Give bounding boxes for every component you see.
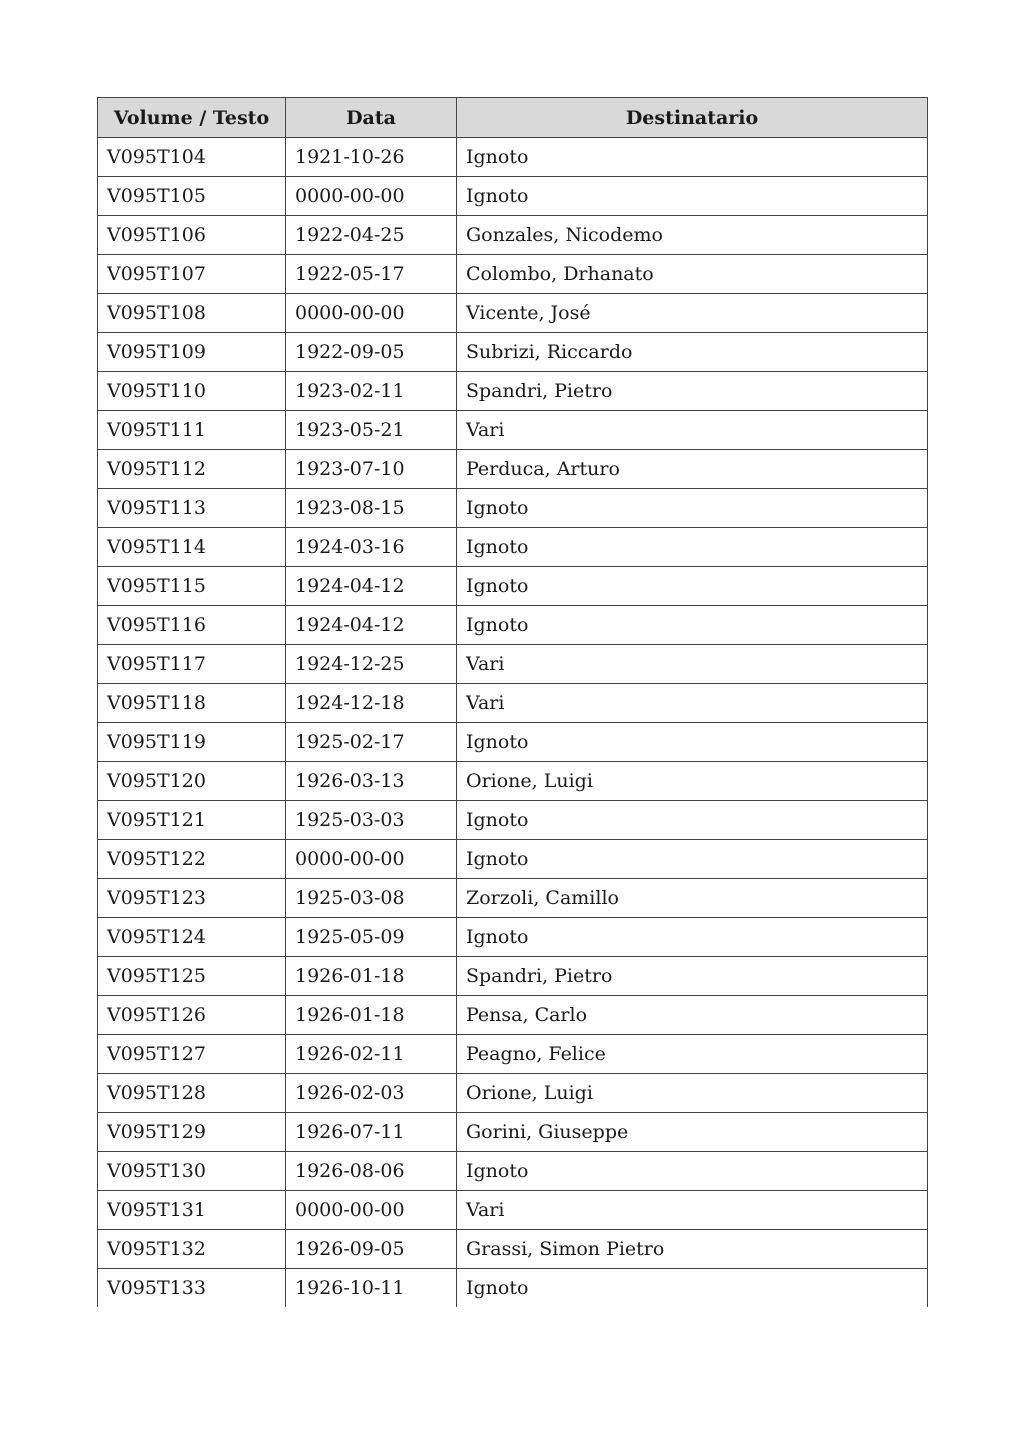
cell-data: 1925-03-03 bbox=[286, 801, 457, 840]
cell-volume-testo: V095T131 bbox=[98, 1191, 286, 1230]
cell-volume-testo: V095T113 bbox=[98, 489, 286, 528]
cell-volume-testo: V095T105 bbox=[98, 177, 286, 216]
column-header-data: Data bbox=[286, 98, 457, 138]
cell-data: 1924-12-18 bbox=[286, 684, 457, 723]
cell-data: 1925-03-08 bbox=[286, 879, 457, 918]
cell-data: 1922-05-17 bbox=[286, 255, 457, 294]
cell-data: 1926-03-13 bbox=[286, 762, 457, 801]
cell-data: 1922-04-25 bbox=[286, 216, 457, 255]
cell-destinatario: Ignoto bbox=[457, 528, 928, 567]
cell-destinatario: Grassi, Simon Pietro bbox=[457, 1230, 928, 1269]
cell-data: 1926-02-11 bbox=[286, 1035, 457, 1074]
cell-data: 0000-00-00 bbox=[286, 840, 457, 879]
table-row bbox=[98, 1074, 928, 1113]
cell-destinatario: Ignoto bbox=[457, 918, 928, 957]
cell-data: 1925-02-17 bbox=[286, 723, 457, 762]
table-row bbox=[98, 645, 928, 684]
table-row bbox=[98, 333, 928, 372]
table-row bbox=[98, 879, 928, 918]
cell-destinatario: Zorzoli, Camillo bbox=[457, 879, 928, 918]
cell-destinatario: Gorini, Giuseppe bbox=[457, 1113, 928, 1152]
cell-destinatario: Subrizi, Riccardo bbox=[457, 333, 928, 372]
cell-volume-testo: V095T117 bbox=[98, 645, 286, 684]
cell-volume-testo: V095T130 bbox=[98, 1152, 286, 1191]
column-header-volume-testo: Volume / Testo bbox=[98, 98, 286, 138]
table-row bbox=[98, 489, 928, 528]
cell-volume-testo: V095T106 bbox=[98, 216, 286, 255]
table-row bbox=[98, 1191, 928, 1230]
table-row bbox=[98, 684, 928, 723]
table-row bbox=[98, 255, 928, 294]
table-row bbox=[98, 216, 928, 255]
cell-volume-testo: V095T132 bbox=[98, 1230, 286, 1269]
cell-destinatario: Vari bbox=[457, 1191, 928, 1230]
cell-destinatario: Orione, Luigi bbox=[457, 1074, 928, 1113]
cell-data: 1923-07-10 bbox=[286, 450, 457, 489]
table-row bbox=[98, 918, 928, 957]
cell-data: 1926-02-03 bbox=[286, 1074, 457, 1113]
cell-volume-testo: V095T108 bbox=[98, 294, 286, 333]
document-page bbox=[97, 97, 927, 1307]
cell-volume-testo: V095T124 bbox=[98, 918, 286, 957]
cell-destinatario: Vari bbox=[457, 411, 928, 450]
cell-volume-testo: V095T125 bbox=[98, 957, 286, 996]
cell-volume-testo: V095T111 bbox=[98, 411, 286, 450]
cell-destinatario: Ignoto bbox=[457, 840, 928, 879]
table-row bbox=[98, 957, 928, 996]
table-row bbox=[98, 1230, 928, 1269]
cell-volume-testo: V095T122 bbox=[98, 840, 286, 879]
table-header-row bbox=[98, 98, 928, 138]
cell-volume-testo: V095T115 bbox=[98, 567, 286, 606]
cell-destinatario: Orione, Luigi bbox=[457, 762, 928, 801]
cell-destinatario: Vari bbox=[457, 645, 928, 684]
table-row bbox=[98, 723, 928, 762]
cell-volume-testo: V095T133 bbox=[98, 1269, 286, 1308]
table-row bbox=[98, 1269, 928, 1308]
cell-destinatario: Gonzales, Nicodemo bbox=[457, 216, 928, 255]
cell-data: 1923-02-11 bbox=[286, 372, 457, 411]
table-row bbox=[98, 1035, 928, 1074]
table-row bbox=[98, 372, 928, 411]
cell-data: 1922-09-05 bbox=[286, 333, 457, 372]
cell-data: 1923-05-21 bbox=[286, 411, 457, 450]
cell-data: 0000-00-00 bbox=[286, 1191, 457, 1230]
cell-destinatario: Vari bbox=[457, 684, 928, 723]
cell-volume-testo: V095T107 bbox=[98, 255, 286, 294]
cell-data: 1924-03-16 bbox=[286, 528, 457, 567]
cell-volume-testo: V095T127 bbox=[98, 1035, 286, 1074]
cell-volume-testo: V095T121 bbox=[98, 801, 286, 840]
cell-data: 1926-08-06 bbox=[286, 1152, 457, 1191]
cell-data: 1926-01-18 bbox=[286, 957, 457, 996]
cell-volume-testo: V095T104 bbox=[98, 138, 286, 177]
cell-volume-testo: V095T126 bbox=[98, 996, 286, 1035]
column-header-destinatario: Destinatario bbox=[457, 98, 928, 138]
table-row bbox=[98, 450, 928, 489]
cell-destinatario: Ignoto bbox=[457, 1269, 928, 1308]
cell-volume-testo: V095T129 bbox=[98, 1113, 286, 1152]
cell-data: 0000-00-00 bbox=[286, 177, 457, 216]
cell-destinatario: Ignoto bbox=[457, 801, 928, 840]
cell-volume-testo: V095T110 bbox=[98, 372, 286, 411]
cell-data: 0000-00-00 bbox=[286, 294, 457, 333]
table-row bbox=[98, 294, 928, 333]
cell-volume-testo: V095T120 bbox=[98, 762, 286, 801]
table-body bbox=[98, 138, 928, 1308]
cell-volume-testo: V095T123 bbox=[98, 879, 286, 918]
cell-destinatario: Spandri, Pietro bbox=[457, 372, 928, 411]
table-row bbox=[98, 567, 928, 606]
table-row bbox=[98, 528, 928, 567]
table-row bbox=[98, 840, 928, 879]
table-row bbox=[98, 801, 928, 840]
cell-volume-testo: V095T114 bbox=[98, 528, 286, 567]
cell-data: 1924-12-25 bbox=[286, 645, 457, 684]
cell-destinatario: Ignoto bbox=[457, 1152, 928, 1191]
table-row bbox=[98, 177, 928, 216]
cell-destinatario: Vicente, José bbox=[457, 294, 928, 333]
table-row bbox=[98, 138, 928, 177]
table-row bbox=[98, 606, 928, 645]
letters-table bbox=[97, 97, 928, 1307]
cell-volume-testo: V095T112 bbox=[98, 450, 286, 489]
cell-destinatario: Peagno, Felice bbox=[457, 1035, 928, 1074]
table-row bbox=[98, 411, 928, 450]
cell-destinatario: Ignoto bbox=[457, 606, 928, 645]
cell-destinatario: Pensa, Carlo bbox=[457, 996, 928, 1035]
cell-destinatario: Colombo, Drhanato bbox=[457, 255, 928, 294]
cell-data: 1926-01-18 bbox=[286, 996, 457, 1035]
cell-destinatario: Ignoto bbox=[457, 177, 928, 216]
cell-destinatario: Ignoto bbox=[457, 723, 928, 762]
table-row bbox=[98, 762, 928, 801]
cell-data: 1926-09-05 bbox=[286, 1230, 457, 1269]
cell-volume-testo: V095T116 bbox=[98, 606, 286, 645]
cell-volume-testo: V095T119 bbox=[98, 723, 286, 762]
cell-destinatario: Ignoto bbox=[457, 138, 928, 177]
cell-data: 1924-04-12 bbox=[286, 606, 457, 645]
table-row bbox=[98, 996, 928, 1035]
cell-destinatario: Spandri, Pietro bbox=[457, 957, 928, 996]
table-row bbox=[98, 1152, 928, 1191]
cell-volume-testo: V095T109 bbox=[98, 333, 286, 372]
cell-data: 1926-10-11 bbox=[286, 1269, 457, 1308]
cell-data: 1925-05-09 bbox=[286, 918, 457, 957]
cell-data: 1923-08-15 bbox=[286, 489, 457, 528]
cell-destinatario: Perduca, Arturo bbox=[457, 450, 928, 489]
cell-data: 1926-07-11 bbox=[286, 1113, 457, 1152]
cell-destinatario: Ignoto bbox=[457, 489, 928, 528]
table-row bbox=[98, 1113, 928, 1152]
cell-data: 1921-10-26 bbox=[286, 138, 457, 177]
cell-data: 1924-04-12 bbox=[286, 567, 457, 606]
cell-volume-testo: V095T128 bbox=[98, 1074, 286, 1113]
cell-destinatario: Ignoto bbox=[457, 567, 928, 606]
cell-volume-testo: V095T118 bbox=[98, 684, 286, 723]
